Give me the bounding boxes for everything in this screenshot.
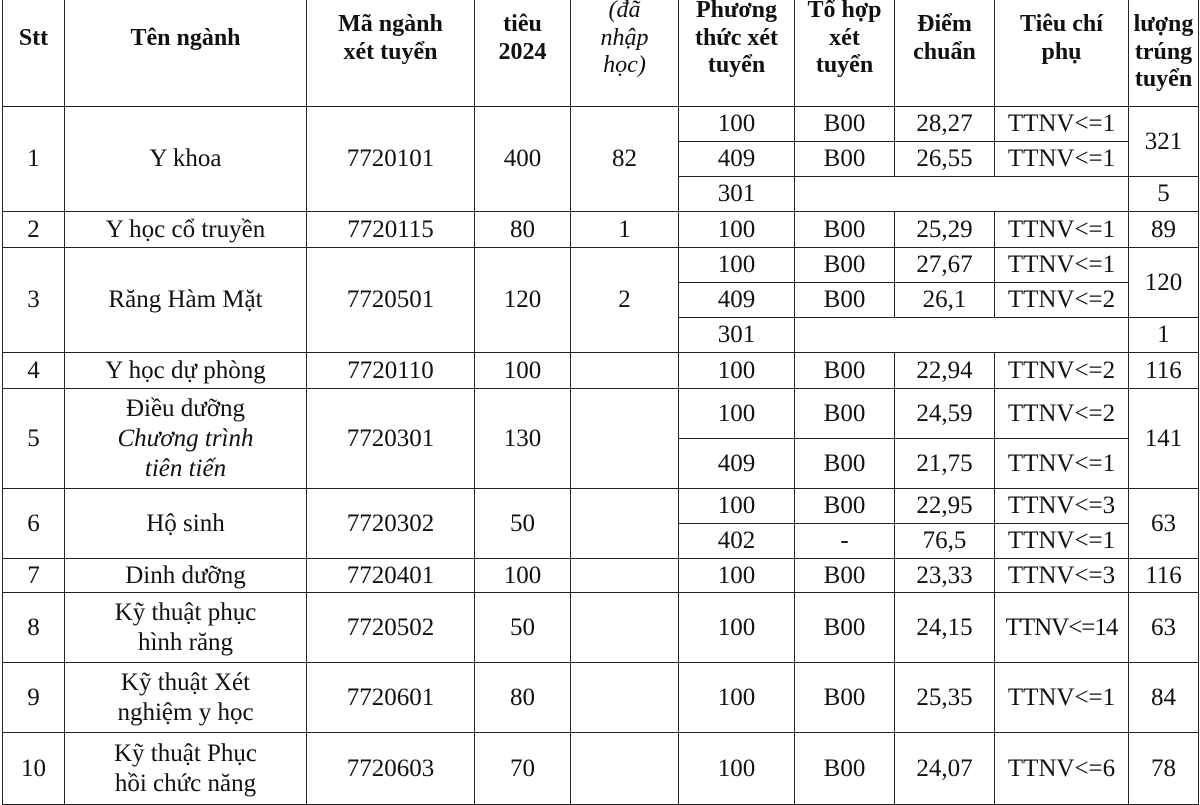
- ten-nganh-line: hồi chức năng: [114, 769, 257, 797]
- header-phuong-thuc: Phương thức xét tuyển: [679, 0, 795, 107]
- cell-so-luong: 63: [1129, 489, 1199, 559]
- cell-diem-chuan: 26,55: [895, 142, 995, 177]
- cell-phuong-thuc: 301: [679, 318, 795, 353]
- cell-phuong-thuc: 409: [679, 283, 795, 318]
- cell-phuong-thuc: 100: [679, 248, 795, 283]
- cell-tieu-chi: TTNV<=1: [995, 663, 1129, 733]
- cell-diem-chuan: 76,5: [895, 524, 995, 559]
- cell-so-luong: 84: [1129, 663, 1199, 733]
- cell-to-hop: B00: [795, 389, 895, 439]
- cell-to-hop: B00: [795, 489, 895, 524]
- cell-diem-chuan: 22,94: [895, 353, 995, 389]
- cell-chi-tieu: 400: [475, 107, 571, 212]
- cell-tieu-chi: TTNV<=3: [995, 489, 1129, 524]
- cell-tieu-chi: TTNV<=1: [995, 524, 1129, 559]
- header-to-hop: Tổ hợp xét tuyển: [795, 0, 895, 107]
- cell-phuong-thuc: 100: [679, 663, 795, 733]
- cell-tieu-chi: TTNV<=14: [995, 593, 1129, 663]
- cell-to-hop: B00: [795, 559, 895, 593]
- header-ma-nganh: Mã ngành xét tuyển: [307, 0, 475, 107]
- cell-ma-nganh: 7720115: [307, 212, 475, 248]
- cell-so-luong: 116: [1129, 353, 1199, 389]
- cell-stt: 9: [3, 663, 65, 733]
- table-row: [3, 389, 1199, 439]
- cell-diem-chuan: 21,75: [895, 439, 995, 489]
- cell-nhap-hoc: [571, 733, 679, 805]
- cell-so-luong: 116: [1129, 559, 1199, 593]
- cell-chi-tieu: 50: [475, 593, 571, 663]
- cell-nhap-hoc: [571, 353, 679, 389]
- cell-to-hop: B00: [795, 212, 895, 248]
- cell-stt: 10: [3, 733, 65, 805]
- cell-to-hop: B00: [795, 663, 895, 733]
- cell-chi-tieu: 80: [475, 663, 571, 733]
- cell-ten-nganh: [65, 593, 307, 663]
- table-row: [3, 212, 1199, 248]
- cell-stt: 7: [3, 559, 65, 593]
- cell-so-luong: 120: [1129, 248, 1199, 318]
- cell-so-luong: 321: [1129, 107, 1199, 177]
- table-row: [3, 559, 1199, 593]
- cell-tieu-chi: TTNV<=1: [995, 212, 1129, 248]
- ten-nganh-line: Điều dưỡng: [125, 394, 246, 422]
- cell-tieu-chi: TTNV<=2: [995, 389, 1129, 439]
- cell-diem-chuan: 25,29: [895, 212, 995, 248]
- cell-to-hop: B00: [795, 593, 895, 663]
- cell-ma-nganh: 7720603: [307, 733, 475, 805]
- cell-nhap-hoc: 82: [571, 107, 679, 212]
- header-diem-chuan: Điểm chuẩn: [895, 0, 995, 107]
- header-stt: Stt: [3, 0, 65, 107]
- cell-so-luong: 1: [1129, 318, 1199, 353]
- cell-phuong-thuc: 100: [679, 389, 795, 439]
- ten-nganh-line: nghiệm y học: [117, 698, 254, 726]
- cell-diem-chuan: 24,07: [895, 733, 995, 805]
- table-row: [3, 248, 1199, 283]
- cell-stt: 2: [3, 212, 65, 248]
- cell-phuong-thuc: 100: [679, 733, 795, 805]
- cell-so-luong: 78: [1129, 733, 1199, 805]
- cell-chi-tieu: 80: [475, 212, 571, 248]
- cell-tieu-chi: TTNV<=2: [995, 283, 1129, 318]
- ten-nganh-line: tiên tiến: [144, 454, 227, 482]
- cell-to-hop: B00: [795, 248, 895, 283]
- cell-ma-nganh: 7720301: [307, 389, 475, 489]
- ten-nganh-line: hình răng: [137, 628, 234, 656]
- cell-phuong-thuc: 100: [679, 559, 795, 593]
- cell-ma-nganh: 7720110: [307, 353, 475, 389]
- cell-phuong-thuc: 100: [679, 353, 795, 389]
- cell-phuong-thuc: 100: [679, 212, 795, 248]
- cell-tieu-chi: TTNV<=1: [995, 142, 1129, 177]
- header-da-nhap-hoc: (đã nhập học): [571, 0, 679, 107]
- cell-nhap-hoc: 2: [571, 248, 679, 353]
- cell-diem-chuan: 24,15: [895, 593, 995, 663]
- cell-stt: 4: [3, 353, 65, 389]
- admission-table-wrapper: [2, 0, 1199, 805]
- header-chi-tieu: tiêu 2024: [475, 0, 571, 107]
- cell-chi-tieu: 100: [475, 559, 571, 593]
- cell-stt: 8: [3, 593, 65, 663]
- cell-ten-nganh: Y khoa: [65, 107, 307, 212]
- cell-nhap-hoc: [571, 489, 679, 559]
- cell-chi-tieu: 100: [475, 353, 571, 389]
- cell-so-luong: 141: [1129, 389, 1199, 489]
- cell-stt: 3: [3, 248, 65, 353]
- cell-ten-nganh: [65, 663, 307, 733]
- cell-ten-nganh: Y học dự phòng: [65, 353, 307, 389]
- cell-to-hop: B00: [795, 439, 895, 489]
- ten-nganh-line: Kỹ thuật phục: [114, 598, 257, 626]
- cell-ma-nganh: 7720501: [307, 248, 475, 353]
- ten-nganh-line: Chương trình: [117, 424, 254, 452]
- cell-nhap-hoc: 1: [571, 212, 679, 248]
- cell-nhap-hoc: [571, 559, 679, 593]
- cell-phuong-thuc: 100: [679, 489, 795, 524]
- cell-chi-tieu: 120: [475, 248, 571, 353]
- cell-phuong-thuc: 409: [679, 439, 795, 489]
- table-row: [3, 733, 1199, 805]
- table-row: [3, 593, 1199, 663]
- cell-chi-tieu: 130: [475, 389, 571, 489]
- table-row: [3, 663, 1199, 733]
- cell-stt: 6: [3, 489, 65, 559]
- cell-tieu-chi: TTNV<=6: [995, 733, 1129, 805]
- cell-stt: 5: [3, 389, 65, 489]
- cell-tieu-chi: TTNV<=3: [995, 559, 1129, 593]
- cell-ma-nganh: 7720101: [307, 107, 475, 212]
- cell-tieu-chi: TTNV<=1: [995, 107, 1129, 142]
- cell-diem-chuan: 26,1: [895, 283, 995, 318]
- table-row: [3, 353, 1199, 389]
- cell-stt: 1: [3, 107, 65, 212]
- cell-ma-nganh: 7720302: [307, 489, 475, 559]
- cell-diem-chuan: 23,33: [895, 559, 995, 593]
- ten-nganh-line: Kỹ thuật Xét: [120, 668, 251, 696]
- table-row: [3, 489, 1199, 524]
- cell-ten-nganh: [65, 733, 307, 805]
- ten-nganh-line: Kỹ thuật Phục: [113, 739, 258, 767]
- cell-diem-chuan: 25,35: [895, 663, 995, 733]
- cell-so-luong: 5: [1129, 177, 1199, 212]
- header-tieu-chi-phu: Tiêu chí phụ: [995, 0, 1129, 107]
- cell-phuong-thuc: 402: [679, 524, 795, 559]
- cell-tieu-chi: TTNV<=1: [995, 248, 1129, 283]
- cell-ten-nganh: Dinh dưỡng: [65, 559, 307, 593]
- cell-ten-nganh: Y học cổ truyền: [65, 212, 307, 248]
- cell-diem-chuan: 22,95: [895, 489, 995, 524]
- cell-to-hop: B00: [795, 733, 895, 805]
- cell-ma-nganh: 7720502: [307, 593, 475, 663]
- cell-ma-nganh: 7720401: [307, 559, 475, 593]
- header-ten-nganh: Tên ngành: [65, 0, 307, 107]
- cell-phuong-thuc: 100: [679, 593, 795, 663]
- cell-diem-chuan: 24,59: [895, 389, 995, 439]
- cell-nhap-hoc: [571, 389, 679, 489]
- cell-empty: [795, 318, 1129, 353]
- cell-so-luong: 63: [1129, 593, 1199, 663]
- cell-to-hop: -: [795, 524, 895, 559]
- cell-empty: [795, 177, 1129, 212]
- cell-phuong-thuc: 301: [679, 177, 795, 212]
- cell-diem-chuan: 28,27: [895, 107, 995, 142]
- cell-tieu-chi: TTNV<=1: [995, 439, 1129, 489]
- cell-tieu-chi: TTNV<=2: [995, 353, 1129, 389]
- cell-to-hop: B00: [795, 283, 895, 318]
- cell-phuong-thuc: 409: [679, 142, 795, 177]
- cell-so-luong: 89: [1129, 212, 1199, 248]
- cell-ten-nganh: [65, 389, 307, 489]
- cell-nhap-hoc: [571, 593, 679, 663]
- cell-to-hop: B00: [795, 142, 895, 177]
- table-row: [3, 107, 1199, 142]
- header-row: [3, 0, 1199, 107]
- cell-chi-tieu: 50: [475, 489, 571, 559]
- cell-ten-nganh: Răng Hàm Mặt: [65, 248, 307, 353]
- cell-nhap-hoc: [571, 663, 679, 733]
- header-so-luong: lượng trúng tuyển: [1129, 0, 1199, 107]
- admission-score-table: [2, 0, 1199, 805]
- cell-phuong-thuc: 100: [679, 107, 795, 142]
- cell-to-hop: B00: [795, 353, 895, 389]
- cell-ma-nganh: 7720601: [307, 663, 475, 733]
- cell-chi-tieu: 70: [475, 733, 571, 805]
- cell-diem-chuan: 27,67: [895, 248, 995, 283]
- cell-ten-nganh: Hộ sinh: [65, 489, 307, 559]
- cell-to-hop: B00: [795, 107, 895, 142]
